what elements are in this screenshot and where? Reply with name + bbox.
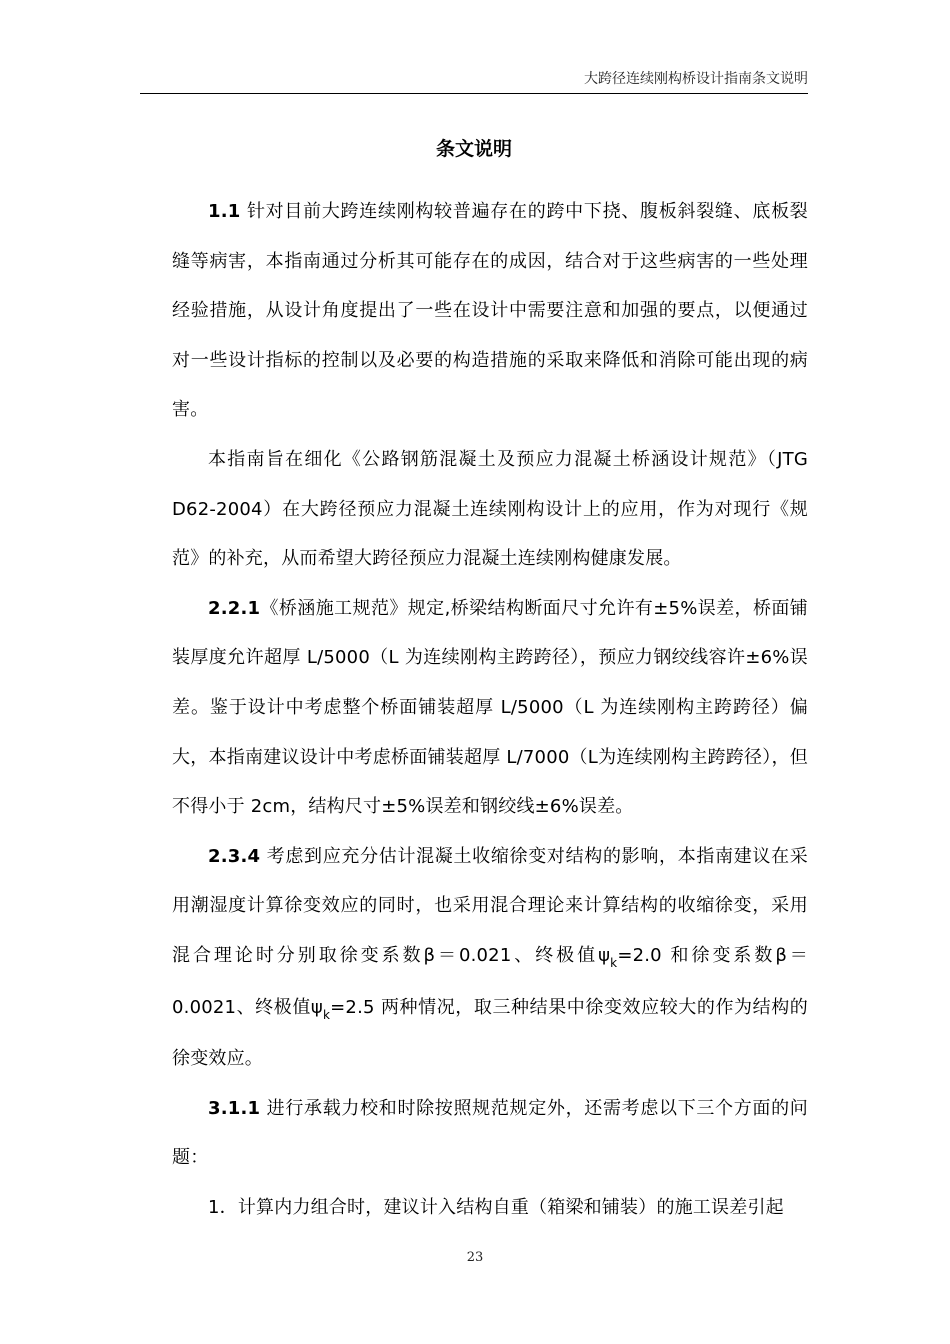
paragraph-2-3-4 xyxy=(172,832,808,1084)
paragraph-text: 进行承载力校和时除按照规范规定外，还需考虑以下三个方面的问题： xyxy=(172,1097,809,1169)
subscript: k xyxy=(322,1007,331,1022)
header-rule xyxy=(140,93,808,94)
body-text xyxy=(172,187,808,1232)
clause-number: 2.2.1 xyxy=(208,597,261,619)
paragraph-text: =2.5 两种情况，取三种结果中徐变效应较大的作为结构的徐变效应。 xyxy=(172,996,808,1070)
paragraph-2-2-1 xyxy=(172,584,808,832)
clause-number: 1.1 xyxy=(208,201,241,222)
paragraph-text: 《桥涵施工规范》规定,桥梁结构断面尺寸允许有±5%误差，桥面铺装厚度允许超厚 L/5000（L 为连续刚构主跨跨径），预应力钢绞线容许±6%误差。鉴于设计中考虑整个桥面铺装超厚 L/5000（L 为连续刚构主跨跨径）偏大，本指南建议设计中考虑桥面铺装超厚 L/7000（L为连续刚构主跨跨径），但不得小于 2cm，结构尺寸±5%误差和钢绞线±6%误差。 xyxy=(172,597,808,818)
running-header: 大跨径连续刚构桥设计指南条文说明 xyxy=(584,71,808,87)
subscript: k xyxy=(610,955,618,970)
paragraph-text: =2.0 和徐变系数β＝0.0021、终极值ψ xyxy=(172,944,808,1018)
page-number: 23 xyxy=(466,1250,484,1265)
paragraph-text: 1．计算内力组合时，建议计入结构自重（箱梁和铺装）的施工误差引起 xyxy=(208,1196,784,1218)
paragraph-1-1 xyxy=(172,187,808,435)
clause-number: 3.1.1 xyxy=(208,1097,261,1119)
paragraph-text: 考虑到应充分估计混凝土收缩徐变对结构的影响，本指南建议在采用潮湿度计算徐变效应的同时，也采用混合理论来计算结构的收缩徐变，采用混合理论时分别取徐变系数β＝0.021、终极值ψ xyxy=(172,845,809,966)
paragraph-purpose xyxy=(172,435,808,584)
paragraph-text: 针对目前大跨连续刚构较普遍存在的跨中下挠、腹板斜裂缝、底板裂缝等病害，本指南通过分析其可能存在的成因，结合对于这些病害的一些处理经验措施，从设计角度提出了一些在设计中需要注意和加强的要点，以便通过对一些设计指标的控制以及必要的构造措施的采取来降低和消除可能出现的病害。 xyxy=(172,201,809,421)
paragraph-3-1-1 xyxy=(172,1084,808,1183)
clause-number: 2.3.4 xyxy=(208,845,261,867)
paragraph-item-1 xyxy=(172,1183,808,1233)
section-title: 条文说明 xyxy=(435,138,512,160)
paragraph-text: 本指南旨在细化《公路钢筋混凝土及预应力混凝土桥涵设计规范》（JTG D62-2004）在大跨径预应力混凝土连续刚构设计上的应用，作为对现行《规范》的补充，从而希望大跨径预应力混凝土连续刚构健康发展。 xyxy=(172,448,808,570)
